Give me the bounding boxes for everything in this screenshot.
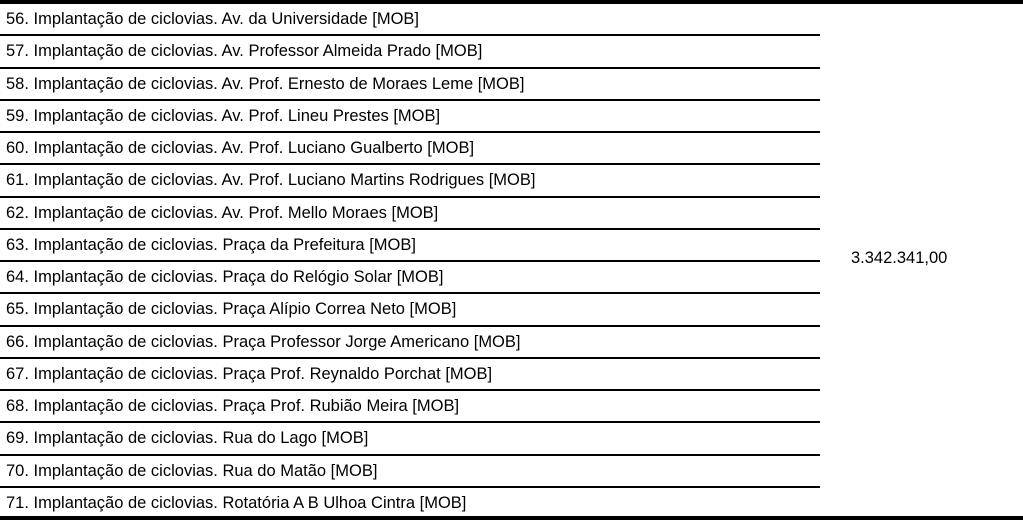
list-item <box>0 327 820 359</box>
item-list <box>0 4 820 520</box>
list-item <box>0 69 820 101</box>
list-item-text: 60. Implantação de ciclovias. Av. Prof. Luciano Gualberto [MOB] <box>6 139 475 157</box>
list-item-text: 59. Implantação de ciclovias. Av. Prof. Lineu Prestes [MOB] <box>6 106 441 125</box>
list-item-text: 57. Implantação de ciclovias. Av. Professor Almeida Prado [MOB] <box>6 42 483 61</box>
list-item-text: 68. Implantação de ciclovias. Praça Prof. Rubião Meira [MOB] <box>6 397 460 415</box>
list-item <box>0 262 820 294</box>
list-item-text: 58. Implantação de ciclovias. Av. Prof. Ernesto de Moraes Leme [MOB] <box>6 74 525 93</box>
list-item <box>0 230 820 262</box>
list-item-text: 56. Implantação de ciclovias. Av. da Universidade [MOB] <box>6 10 420 28</box>
list-item-text: 71. Implantação de ciclovias. Rotatória A B Ulhoa Cintra [MOB] <box>6 493 467 512</box>
list-item <box>0 294 820 326</box>
list-item-text: 61. Implantação de ciclovias. Av. Prof. Luciano Martins Rodrigues [MOB] <box>6 171 536 190</box>
list-item-text: 64. Implantação de ciclovias. Praça do Relógio Solar [MOB] <box>6 268 444 286</box>
list-item <box>0 359 820 391</box>
list-item-text: 65. Implantação de ciclovias. Praça Alípio Correa Neto [MOB] <box>6 300 457 319</box>
list-item <box>0 198 820 230</box>
list-item <box>0 4 820 36</box>
list-item <box>0 101 820 133</box>
list-item <box>0 133 820 165</box>
list-item <box>0 423 820 455</box>
list-item-text: 70. Implantação de ciclovias. Rua do Matão [MOB] <box>6 461 378 480</box>
bottom-rule <box>0 516 1023 520</box>
total-value: 3.342.341,00 <box>851 249 948 267</box>
list-item-text: 62. Implantação de ciclovias. Av. Prof. Mello Moraes [MOB] <box>6 203 439 222</box>
list-item <box>0 391 820 423</box>
list-item-text: 69. Implantação de ciclovias. Rua do Lago [MOB] <box>6 429 369 448</box>
list-item <box>0 165 820 197</box>
list-item <box>0 456 820 488</box>
list-item-text: 66. Implantação de ciclovias. Praça Professor Jorge Americano [MOB] <box>6 332 521 351</box>
list-item <box>0 36 820 68</box>
list-item-text: 63. Implantação de ciclovias. Praça da Prefeitura [MOB] <box>6 235 416 254</box>
list-item-text: 67. Implantação de ciclovias. Praça Prof. Reynaldo Porchat [MOB] <box>6 364 493 383</box>
